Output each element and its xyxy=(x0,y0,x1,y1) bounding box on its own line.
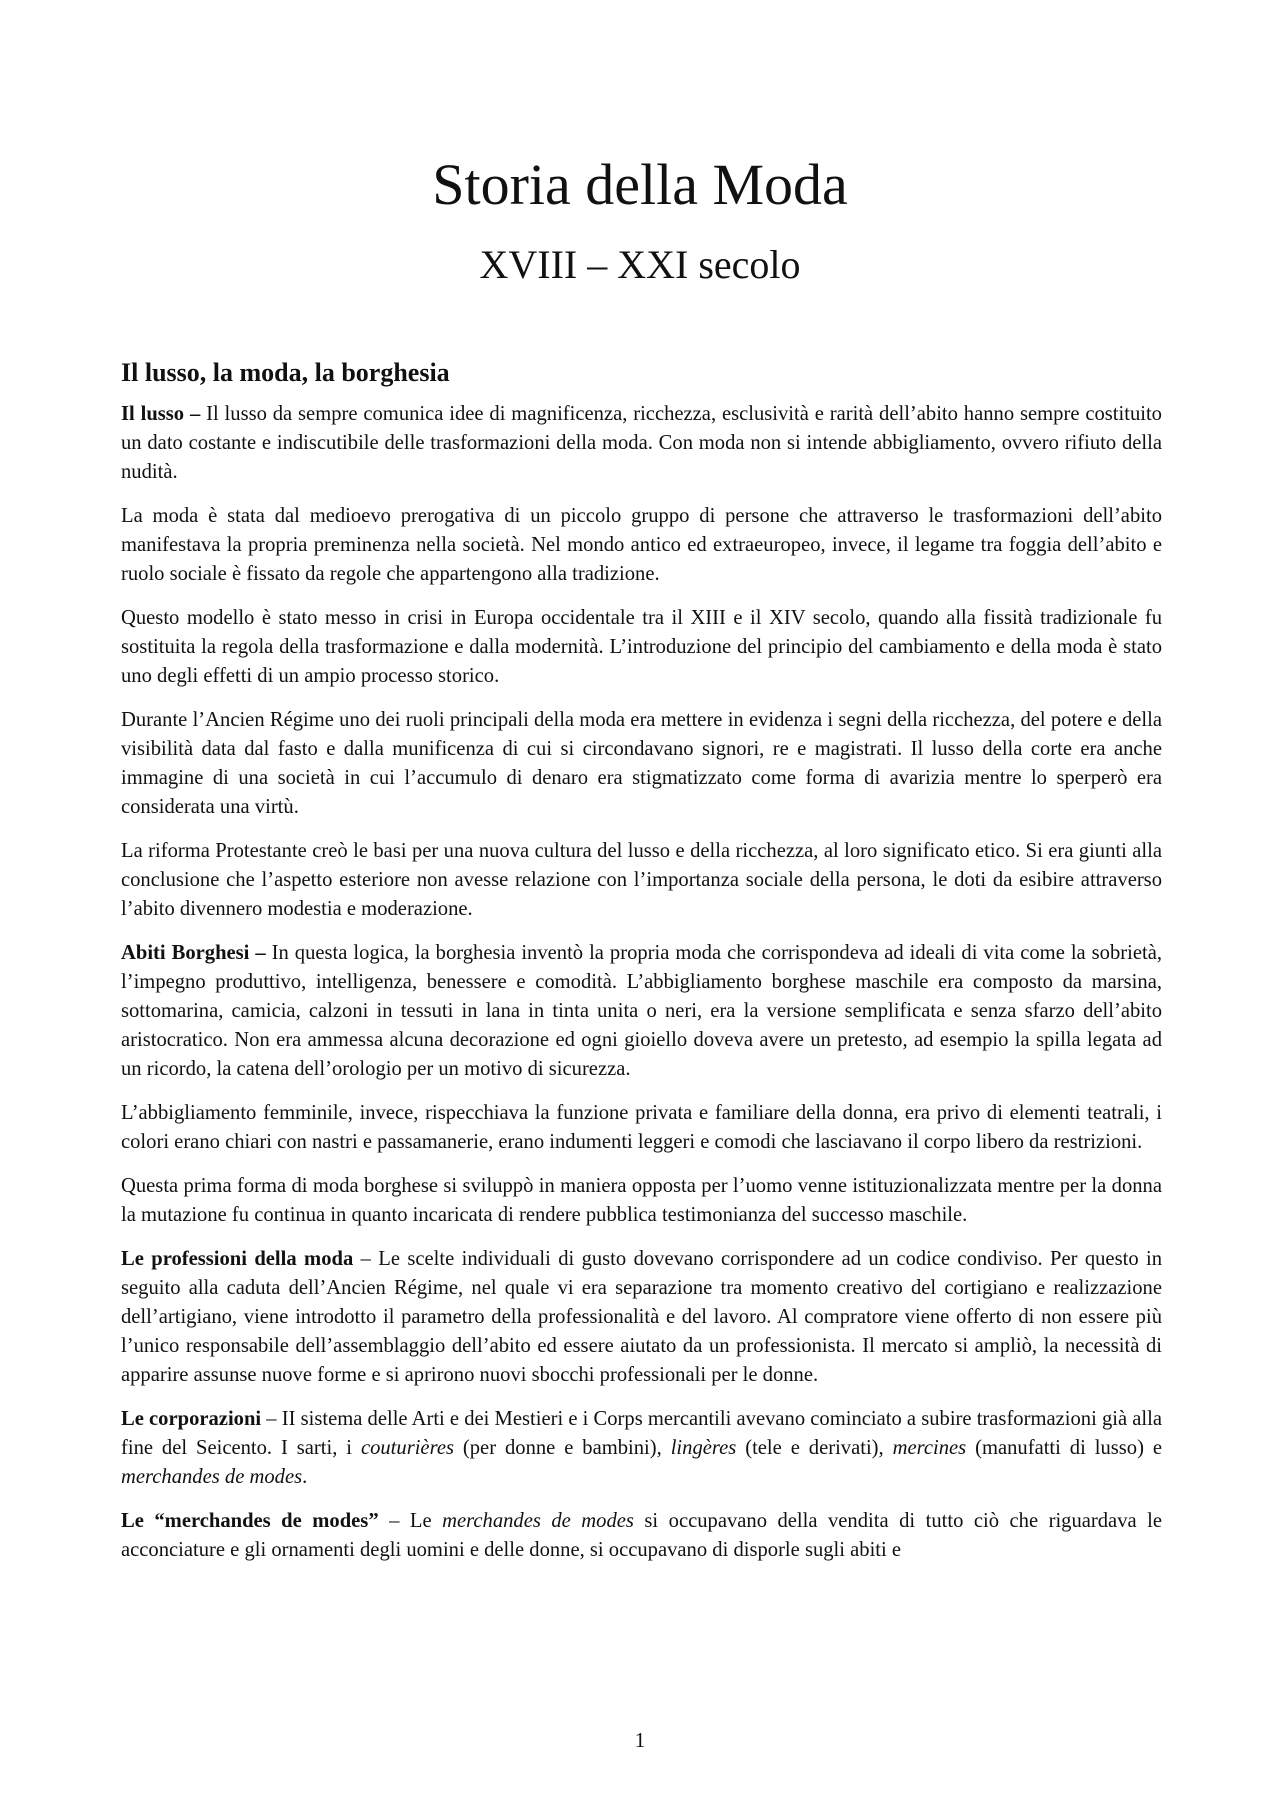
italic-term: merchandes de modes xyxy=(121,1466,303,1488)
paragraph-text: Il lusso da sempre comunica idee di magnificenza, ricchezza, esclusività e rarità dell’abito hanno sempre costituito un dato costante e indiscutibile delle trasformazioni della moda. Con moda non si intende abbigliamento, ovvero rifiuto della nudità. xyxy=(121,403,1162,483)
paragraph-text: Questo modello è stato messo in crisi in Europa occidentale tra il XIII e il XIV secolo, quando alla fissità tradizionale fu sostituita la regola della trasformazione e dalla modernità. L’introduzione del principio del cambiamento e della moda è stato uno degli effetti di un ampio processo storico. xyxy=(121,607,1162,687)
paragraph-text: Questa prima forma di moda borghese si sviluppò in maniera opposta per l’uomo venne istituzionalizzata mentre per la donna la mutazione fu continua in quanto incaricata di rendere pubblica testimonianza del successo maschile. xyxy=(121,1175,1162,1226)
italic-term: couturières xyxy=(360,1437,454,1459)
paragraph-text: si occupavano della vendita di tutto ciò che riguardava le acconciature e gli ornamenti degli uomini e delle donne, si occupavano di disporle sugli abiti e xyxy=(121,1510,1162,1561)
paragraph-text: L’abbigliamento femminile, invece, rispecchiava la funzione privata e familiare della donna, era privo di elementi teatrali, i colori erano chiari con nastri e passamanerie, erano indumenti leggeri e comodi che lasciavano il corpo libero da restrizioni. xyxy=(121,1102,1162,1153)
italic-term: merchandes de modes xyxy=(442,1510,634,1532)
paragraph-text: Durante l’Ancien Régime uno dei ruoli principali della moda era mettere in evidenza i segni della ricchezza, del potere e della visibilità data dal fasto e dalla munificenza di cui si circondavano signori, re e magistrati. Il lusso della corte era anche immagine di una società in cui l’accumulo di denaro era stigmatizzato come forma di avarizia mentre lo sperperò era considerata una virtù. xyxy=(121,709,1162,818)
paragraph-text: (manufatti di lusso) e xyxy=(966,1437,1162,1459)
paragraph-text: (per donne e bambini), xyxy=(453,1437,671,1459)
paragraph xyxy=(121,1405,1162,1492)
italic-term: lingères xyxy=(670,1437,737,1459)
paragraph-text: In questa logica, la borghesia inventò la propria moda che corrispondeva ad ideali di vita come la sobrietà, l’impegno produttivo, intelligenza, benessere e comodità. L’abbigliamento borghese maschile era composto da marsina, sottomarina, camicia, calzoni in tessuti in lana in tinta unita o neri, era la versione semplificata e senza sfarzo dell’abito aristocratico. Non era ammessa alcuna decorazione ed ogni gioiello doveva avere un pretesto, ad esempio la spilla legata ad un ricordo, la catena dell’orologio per un motivo di sicurezza. xyxy=(121,942,1162,1080)
paragraph xyxy=(121,400,1162,487)
page-number: 1 xyxy=(634,1728,646,1752)
italic-term: mercines xyxy=(892,1437,967,1459)
paragraph-list xyxy=(121,400,1162,1565)
paragraph-text: – II sistema delle Arti e dei Mestieri e i Corps mercantili avevano cominciato a subire trasformazioni già alla fine del Seicento. I sarti, i xyxy=(121,1408,1162,1459)
document-body xyxy=(121,356,1162,1580)
paragraph-lead: Il lusso – xyxy=(121,403,201,425)
paragraph-text: . xyxy=(302,1466,308,1488)
paragraph-lead: Le professioni della moda xyxy=(121,1248,354,1270)
paragraph xyxy=(121,939,1162,1084)
paragraph-text: La moda è stata dal medioevo prerogativa di un piccolo gruppo di persone che attraverso le trasformazioni dell’abito manifestava la propria preminenza nella società. Nel mondo antico ed extraeuropeo, invece, il legame tra foggia dell’abito e ruolo sociale è fissato da regole che appartengono alla tradizione. xyxy=(121,505,1162,585)
paragraph-text: – Le xyxy=(378,1510,443,1532)
paragraph-text: – Le scelte individuali di gusto dovevano corrispondere ad un codice condiviso. Per questo in seguito alla caduta dell’Ancien Régime, nel quale vi era separazione tra momento creativo del cortigiano e realizzazione dell’artigiano, viene introdotto il parametro della professionalità e del lavoro. Al compratore viene offerto di non essere più l’unico responsabile dell’assemblaggio dell’abito ed essere aiutato da un professionista. Il mercato si ampliò, la necessità di apparire assunse nuove forme e si aprirono nuovi sbocchi professionali per le donne. xyxy=(121,1248,1162,1386)
paragraph-lead: Abiti Borghesi – xyxy=(121,942,266,964)
paragraph xyxy=(121,1172,1162,1230)
paragraph xyxy=(121,1507,1162,1565)
section-heading: Il lusso, la moda, la borghesia xyxy=(121,358,450,387)
paragraph xyxy=(121,502,1162,589)
document-title: Storia della Moda xyxy=(432,152,848,217)
paragraph xyxy=(121,604,1162,691)
paragraph-lead: Le corporazioni xyxy=(121,1408,262,1430)
paragraph xyxy=(121,837,1162,924)
document-subtitle: XVIII – XXI secolo xyxy=(479,242,801,287)
paragraph xyxy=(121,1099,1162,1157)
paragraph-text: (tele e derivati), xyxy=(736,1437,893,1459)
paragraph xyxy=(121,706,1162,822)
paragraph-text: La riforma Protestante creò le basi per una nuova cultura del lusso e della ricchezza, al loro significato etico. Si era giunti alla conclusione che l’aspetto esteriore non avesse relazione con l’importanza sociale della persona, le doti da esibire attraverso l’abito divennero modestia e moderazione. xyxy=(121,840,1162,920)
paragraph-lead: Le “merchandes de modes” xyxy=(121,1510,379,1532)
paragraph xyxy=(121,1245,1162,1390)
